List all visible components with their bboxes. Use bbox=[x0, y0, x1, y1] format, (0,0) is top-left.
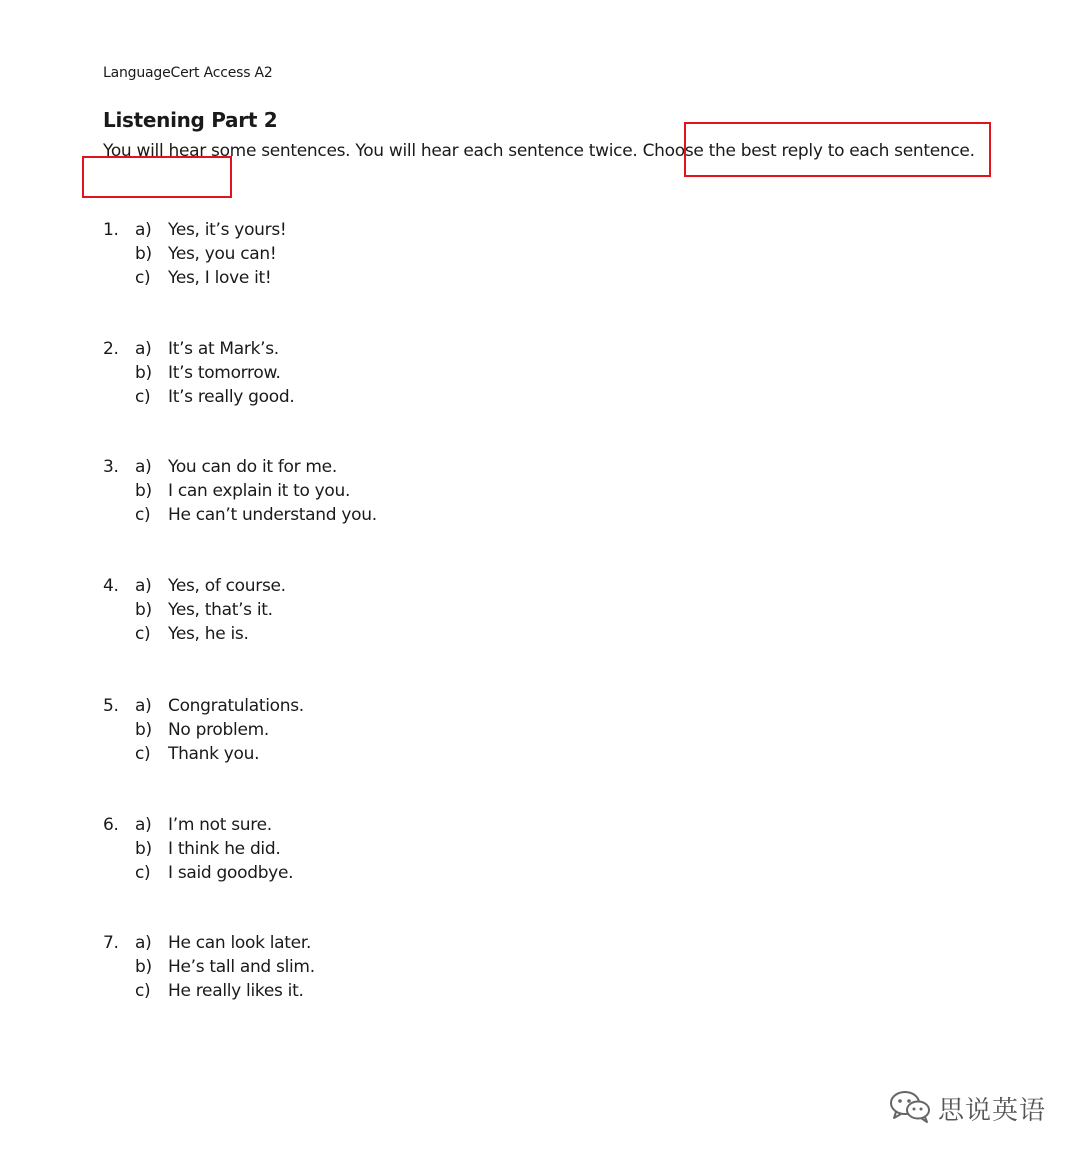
option-text: Congratulations. bbox=[168, 696, 304, 716]
option-text: He can look later. bbox=[168, 933, 312, 953]
question-number: 3. bbox=[103, 457, 119, 477]
option-text: I can explain it to you. bbox=[168, 481, 351, 501]
option-text: He really likes it. bbox=[168, 981, 304, 1001]
question-number: 4. bbox=[103, 576, 119, 596]
option-text: You can do it for me. bbox=[168, 457, 337, 477]
question-3 bbox=[103, 455, 503, 527]
question-4 bbox=[103, 574, 503, 646]
option-letter: a) bbox=[135, 815, 152, 835]
option-letter: a) bbox=[135, 220, 152, 240]
wechat-icon bbox=[888, 1088, 932, 1128]
watermark bbox=[888, 1088, 1046, 1128]
option-text: It’s at Mark’s. bbox=[168, 339, 279, 359]
option-text: Yes, you can! bbox=[168, 244, 277, 264]
option-letter: b) bbox=[135, 600, 152, 620]
option-letter: b) bbox=[135, 481, 152, 501]
watermark-text: 思说英语 bbox=[938, 1095, 1047, 1126]
option-text: Thank you. bbox=[168, 744, 260, 764]
option-text: It’s really good. bbox=[168, 387, 295, 407]
option-letter: c) bbox=[135, 981, 151, 1001]
option-text: No problem. bbox=[168, 720, 269, 740]
question-number: 6. bbox=[103, 815, 119, 835]
option-letter: a) bbox=[135, 696, 152, 716]
question-number: 5. bbox=[103, 696, 119, 716]
option-letter: c) bbox=[135, 387, 151, 407]
question-number: 1. bbox=[103, 220, 119, 240]
question-7 bbox=[103, 931, 503, 1003]
question-5 bbox=[103, 694, 503, 766]
highlight-box-sentence bbox=[82, 156, 232, 198]
option-text: It’s tomorrow. bbox=[168, 363, 281, 383]
option-text: I think he did. bbox=[168, 839, 281, 859]
option-letter: b) bbox=[135, 957, 152, 977]
option-letter: b) bbox=[135, 244, 152, 264]
document-header-label: LanguageCert Access A2 bbox=[103, 65, 273, 81]
option-letter: c) bbox=[135, 863, 151, 883]
highlight-box-reply-instruction bbox=[684, 122, 991, 177]
option-letter: c) bbox=[135, 268, 151, 288]
option-letter: a) bbox=[135, 933, 152, 953]
option-text: He can’t understand you. bbox=[168, 505, 377, 525]
option-letter: c) bbox=[135, 624, 151, 644]
instructions-text: You will hear some sentences. You will hear each sentence twice. Choose the best reply to each sentence. bbox=[103, 141, 975, 161]
option-letter: b) bbox=[135, 720, 152, 740]
option-text: Yes, of course. bbox=[168, 576, 286, 596]
option-text: He’s tall and slim. bbox=[168, 957, 315, 977]
question-2 bbox=[103, 337, 503, 409]
section-title: Listening Part 2 bbox=[103, 108, 278, 132]
option-text: Yes, I love it! bbox=[168, 268, 272, 288]
option-letter: c) bbox=[135, 505, 151, 525]
option-letter: c) bbox=[135, 744, 151, 764]
option-letter: a) bbox=[135, 457, 152, 477]
option-text: I said goodbye. bbox=[168, 863, 294, 883]
question-number: 2. bbox=[103, 339, 119, 359]
option-text: I’m not sure. bbox=[168, 815, 272, 835]
option-letter: b) bbox=[135, 363, 152, 383]
option-text: Yes, it’s yours! bbox=[168, 220, 287, 240]
question-1 bbox=[103, 218, 503, 290]
option-letter: a) bbox=[135, 339, 152, 359]
option-text: Yes, he is. bbox=[168, 624, 249, 644]
option-text: Yes, that’s it. bbox=[168, 600, 273, 620]
question-6 bbox=[103, 813, 503, 885]
option-letter: b) bbox=[135, 839, 152, 859]
question-number: 7. bbox=[103, 933, 119, 953]
option-letter: a) bbox=[135, 576, 152, 596]
